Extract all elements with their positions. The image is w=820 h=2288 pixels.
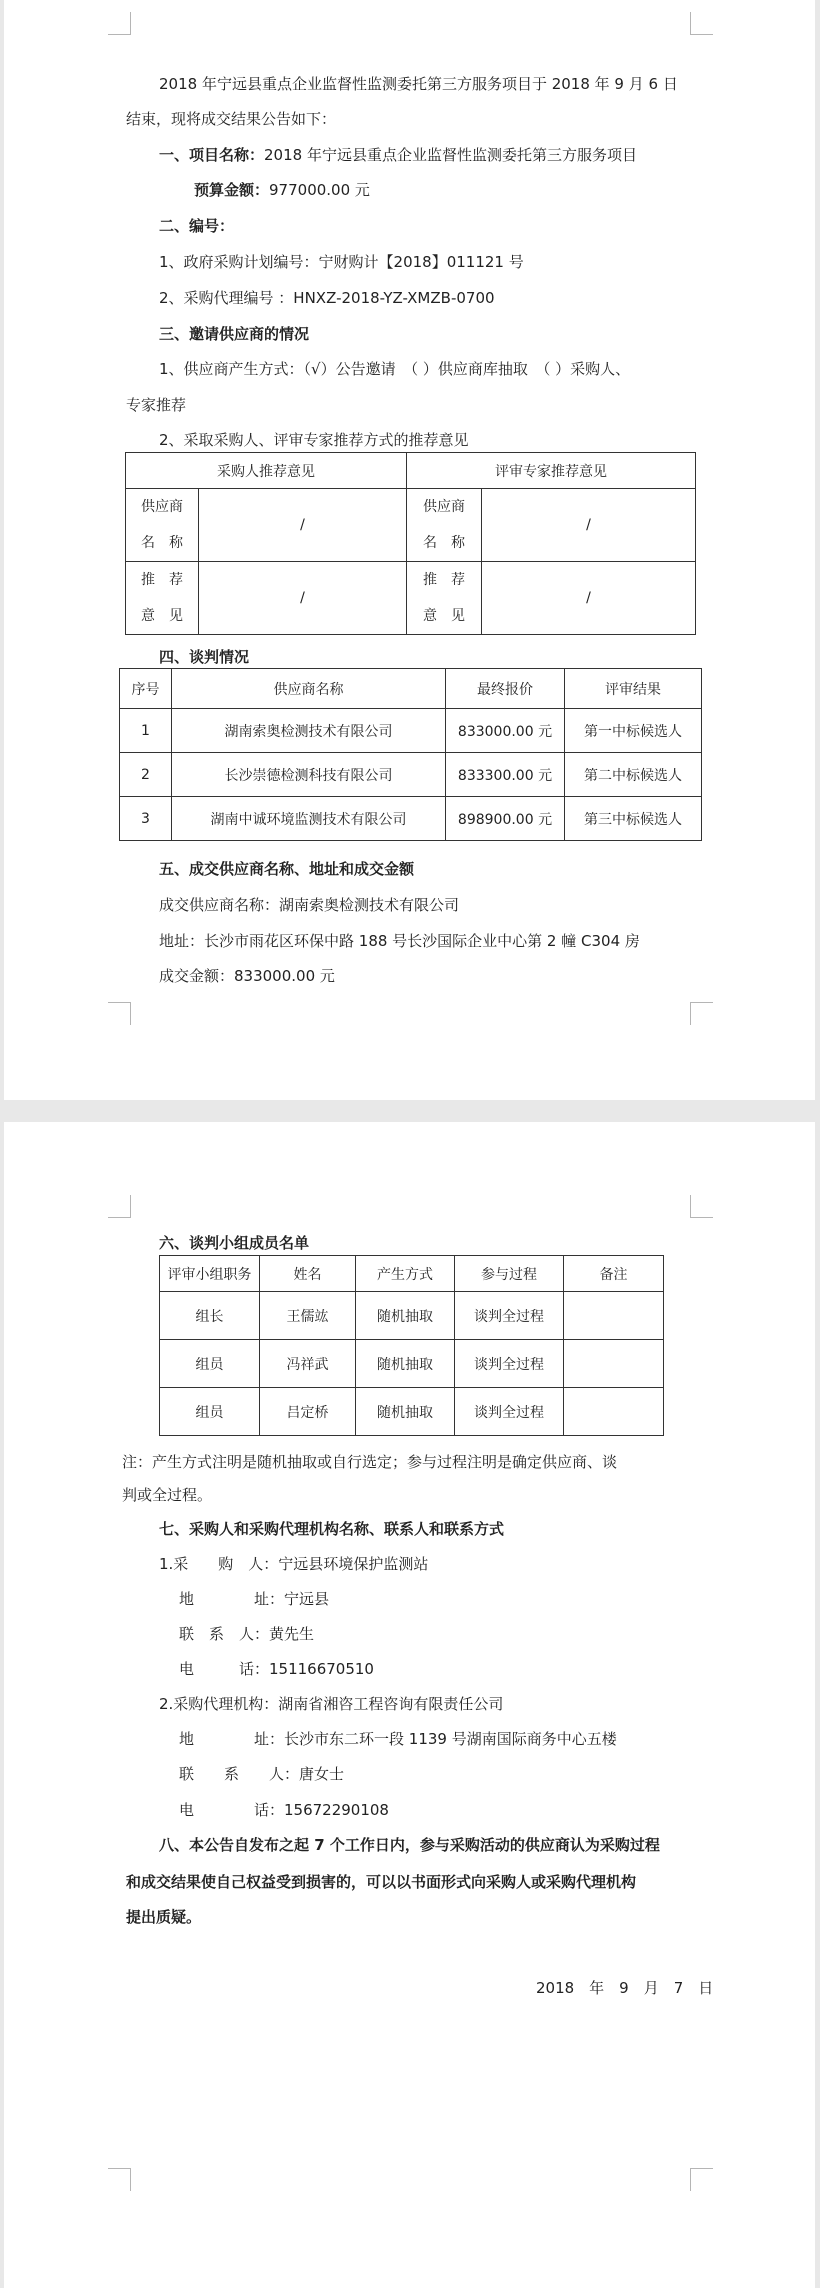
- col-header-price: 最终报价: [446, 669, 565, 709]
- section-2-heading: 二、编号：: [159, 217, 235, 235]
- row-remark: [564, 1388, 664, 1436]
- opinion-label: 推 荐 意 见: [126, 562, 199, 635]
- row-role: 组员: [160, 1340, 260, 1388]
- announcement-date: 2018 年 9 月 7 日: [536, 1979, 714, 1997]
- crop-mark-bottom-right: [690, 1002, 713, 1025]
- table-row: [160, 1292, 664, 1340]
- row-role: 组员: [160, 1388, 260, 1436]
- note-line-2: 判或全过程。: [122, 1486, 213, 1504]
- section-8-line-2: 和成交结果使自己权益受到损害的，可以以书面形式向采购人或采购代理机构: [126, 1873, 637, 1891]
- row-name: 吕定桥: [260, 1388, 356, 1436]
- row-name: 王儒竑: [260, 1292, 356, 1340]
- buyer-name: 1.采 购 人：宁远县环境保护监测站: [159, 1555, 429, 1573]
- note-line-1: 注：产生方式注明是随机抽取或自行选定；参与过程注明是确定供应商、谈: [122, 1453, 618, 1471]
- section-7-heading: 七、采购人和采购代理机构名称、联系人和联系方式: [159, 1520, 505, 1538]
- col-header-result: 评审结果: [565, 669, 702, 709]
- winner-address: 地址：长沙市雨花区环保中路 188 号长沙国际企业中心第 2 幢 C304 房: [159, 932, 640, 950]
- project-name-label: 一、项目名称：: [159, 146, 265, 164]
- section-6-heading: 六、谈判小组成员名单: [159, 1234, 310, 1252]
- budget-row: [194, 180, 370, 200]
- col-header-remark: 备注: [564, 1256, 664, 1292]
- crop-mark-top-right: [690, 1195, 713, 1218]
- row-price: 898900.00 元: [446, 797, 565, 841]
- row-no: 3: [120, 797, 172, 841]
- winner-amount: 成交金额：833000.00 元: [159, 967, 335, 985]
- row-method: 随机抽取: [356, 1292, 455, 1340]
- recommendation-table: [125, 452, 696, 635]
- col-header-name: 姓名: [260, 1256, 356, 1292]
- recommend-intro: 2、采取采购人、评审专家推荐方式的推荐意见: [159, 431, 469, 449]
- intro-line-1: 2018 年宁远县重点企业监督性监测委托第三方服务项目于 2018 年 9 月 6 日: [159, 75, 678, 93]
- intro-line-2: 结束，现将成交结果公告如下：: [126, 110, 337, 128]
- section-4-heading: 四、谈判情况: [159, 648, 250, 666]
- buyer-contact: 联 系 人：黄先生: [179, 1625, 315, 1643]
- panel-members-table: [159, 1255, 664, 1436]
- supplier-name-label: 供应商 名 称: [126, 489, 199, 562]
- expert-supplier-cell: /: [482, 489, 696, 562]
- row-no: 1: [120, 709, 172, 753]
- crop-mark-bottom-right: [690, 2168, 713, 2191]
- crop-mark-bottom-left: [108, 1002, 131, 1025]
- row-name: 冯祥武: [260, 1340, 356, 1388]
- row-remark: [564, 1340, 664, 1388]
- col-header-method: 产生方式: [356, 1256, 455, 1292]
- expert-recommend-header: 评审专家推荐意见: [407, 453, 696, 489]
- project-name-row: [159, 145, 637, 165]
- buyer-opinion-cell: /: [199, 562, 407, 635]
- agency-phone: 电 话：15672290108: [179, 1801, 389, 1819]
- crop-mark-top-left: [108, 12, 131, 35]
- section-8-line-3: 提出质疑。: [126, 1908, 202, 1926]
- winner-name: 成交供应商名称：湖南索奥检测技术有限公司: [159, 896, 460, 914]
- section-3-heading: 三、邀请供应商的情况: [159, 325, 310, 343]
- row-result: 第一中标候选人: [565, 709, 702, 753]
- supplier-name-label: 供应商 名 称: [407, 489, 482, 562]
- gov-plan-number: 1、政府采购计划编号：宁财购计【2018】011121 号: [159, 253, 524, 271]
- buyer-recommend-header: 采购人推荐意见: [126, 453, 407, 489]
- opinion-label: 推 荐 意 见: [407, 562, 482, 635]
- col-header-supplier: 供应商名称: [172, 669, 446, 709]
- row-role: 组长: [160, 1292, 260, 1340]
- document-page-1: [4, 0, 815, 1100]
- table-row: [160, 1388, 664, 1436]
- row-method: 随机抽取: [356, 1388, 455, 1436]
- row-price: 833300.00 元: [446, 753, 565, 797]
- document-page-2: [4, 1122, 815, 2288]
- col-header-process: 参与过程: [455, 1256, 564, 1292]
- agent-code: 2、采购代理编号 ：HNXZ-2018-YZ-XMZB-0700: [159, 289, 495, 307]
- row-remark: [564, 1292, 664, 1340]
- negotiation-table: [119, 668, 702, 841]
- table-row: [120, 753, 702, 797]
- table-row: [120, 709, 702, 753]
- table-row: [160, 1340, 664, 1388]
- row-method: 随机抽取: [356, 1340, 455, 1388]
- buyer-phone: 电 话：15116670510: [179, 1660, 374, 1678]
- buyer-supplier-cell: /: [199, 489, 407, 562]
- row-process: 谈判全过程: [455, 1292, 564, 1340]
- budget-label: 预算金额：: [194, 181, 270, 199]
- section-8-line-1: 八、本公告自发布之起 7 个工作日内，参与采购活动的供应商认为采购过程: [159, 1836, 660, 1854]
- expert-opinion-cell: /: [482, 562, 696, 635]
- budget-value: 977000.00 元: [269, 181, 370, 199]
- crop-mark-top-right: [690, 12, 713, 35]
- row-process: 谈判全过程: [455, 1340, 564, 1388]
- row-no: 2: [120, 753, 172, 797]
- col-header-role: 评审小组职务: [160, 1256, 260, 1292]
- table-row: [120, 797, 702, 841]
- method-line-1: 1、供应商产生方式：（√）公告邀请 （ ）供应商库抽取 （ ）采购人、: [159, 360, 631, 378]
- row-supplier: 长沙崇德检测科技有限公司: [172, 753, 446, 797]
- row-result: 第二中标候选人: [565, 753, 702, 797]
- method-line-2: 专家推荐: [126, 396, 187, 414]
- row-process: 谈判全过程: [455, 1388, 564, 1436]
- col-header-no: 序号: [120, 669, 172, 709]
- row-supplier: 湖南索奥检测技术有限公司: [172, 709, 446, 753]
- row-price: 833000.00 元: [446, 709, 565, 753]
- crop-mark-top-left: [108, 1195, 131, 1218]
- section-5-heading: 五、成交供应商名称、地址和成交金额: [159, 860, 415, 878]
- row-supplier: 湖南中诚环境监测技术有限公司: [172, 797, 446, 841]
- crop-mark-bottom-left: [108, 2168, 131, 2191]
- project-name-value: 2018 年宁远县重点企业监督性监测委托第三方服务项目: [264, 146, 637, 164]
- agency-address: 地 址：长沙市东二环一段 1139 号湖南国际商务中心五楼: [179, 1730, 617, 1748]
- agency-name: 2.采购代理机构：湖南省湘咨工程咨询有限责任公司: [159, 1695, 504, 1713]
- agency-contact: 联 系 人：唐女士: [179, 1765, 345, 1783]
- buyer-address: 地 址：宁远县: [179, 1590, 330, 1608]
- row-result: 第三中标候选人: [565, 797, 702, 841]
